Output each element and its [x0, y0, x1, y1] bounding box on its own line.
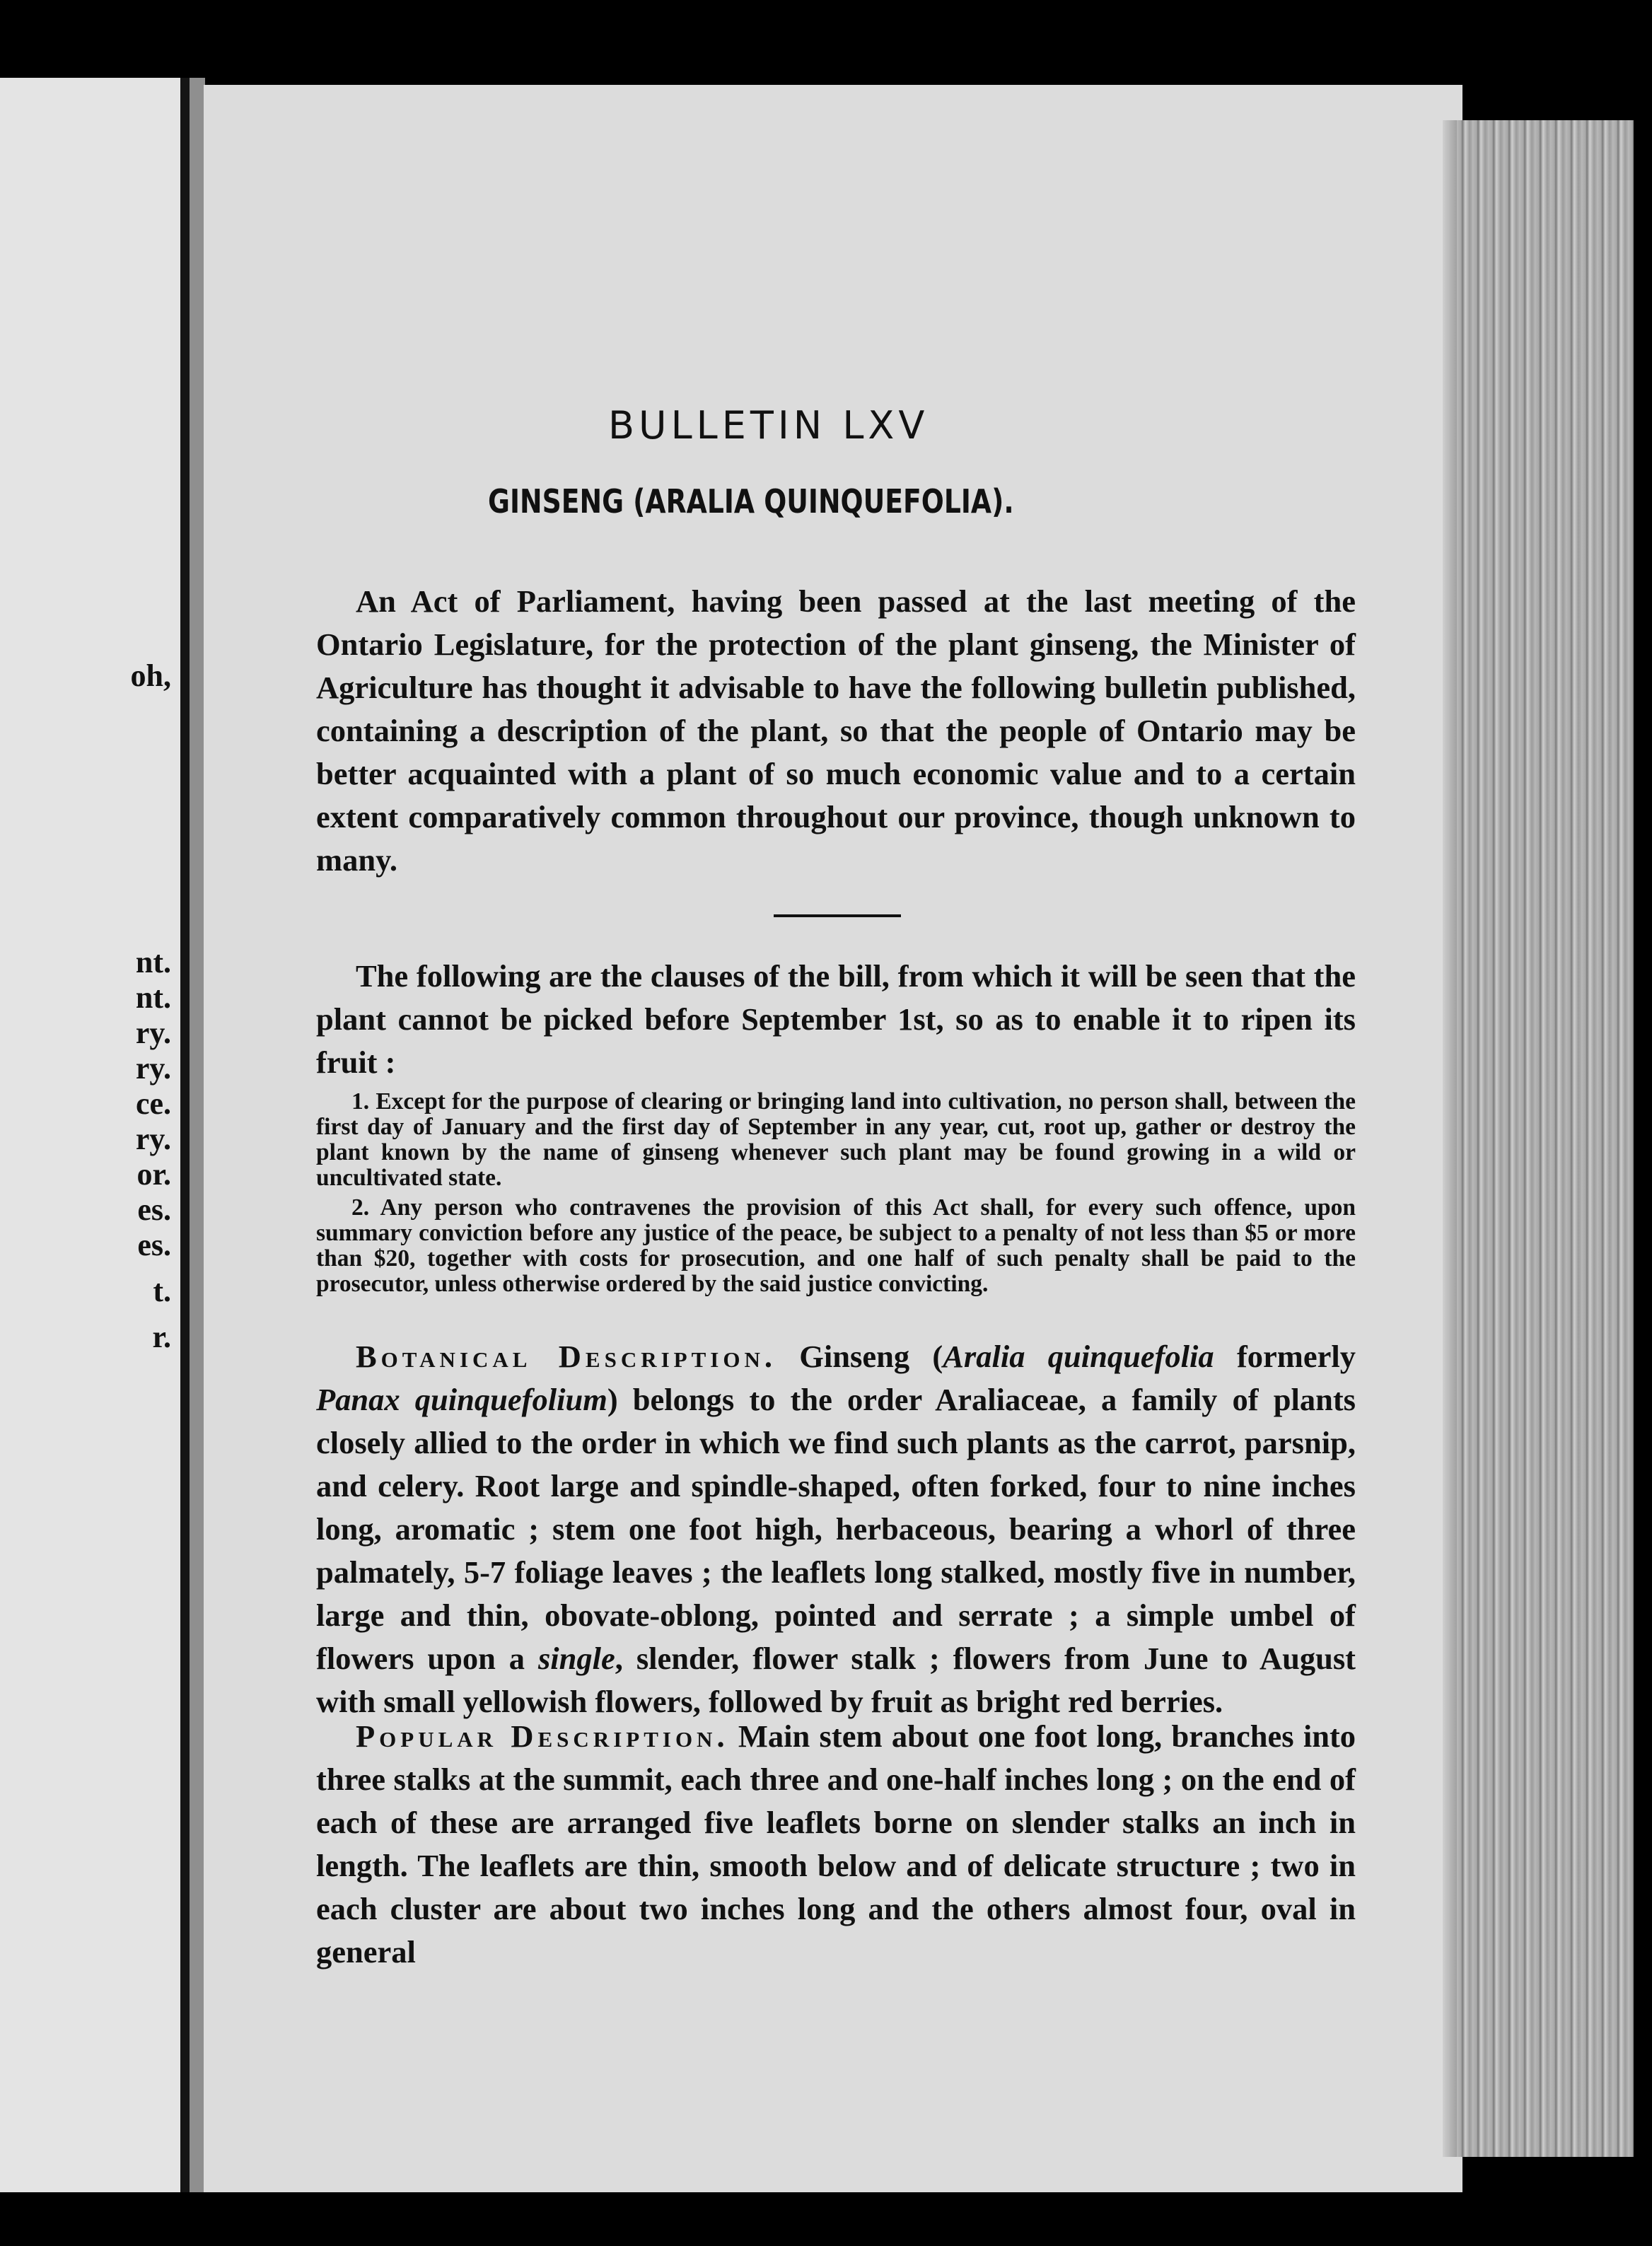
left-fragment: ry.	[135, 1051, 171, 1086]
left-page	[0, 78, 190, 2192]
bulletin-subtitle: GINSENG (ARALIA QUINQUEFOLIA).	[488, 482, 1014, 520]
left-fragment: or.	[136, 1157, 171, 1192]
left-fragment: es.	[137, 1228, 171, 1262]
left-page-fragments	[86, 78, 171, 2192]
clause-1: 1. Except for the purpose of clearing or bringing land into cultivation, no person shall, between the first day of January and the first day of September in any year, cut, root up, gather or destroy the plant known by the name of ginseng whenever such plant may be found growing in a wild or uncultivated state.	[316, 1088, 1356, 1191]
clause-2: 2. Any person who contravenes the provision of this Act shall, for every such offence, upon summary conviction before any justice of the peace, be subject to a penalty of not less than $5 or more than $20, together with costs for prosecution, and one half of such penalty shall be paid to the prosecutor, unless otherwise ordered by the said justice convicting.	[316, 1194, 1356, 1297]
left-fragment: nt.	[135, 980, 171, 1015]
left-page-edge	[180, 78, 190, 2192]
left-fragment: t.	[153, 1274, 171, 1308]
left-fragment: oh,	[130, 658, 171, 693]
intro-paragraph: An Act of Parliament, having been passed at the last meeting of the Ontario Legislature, for the protection of the plant ginseng, the Minister of Agriculture has thought it advisable to have the following bulletin published, containing a description of the plant, so that the people of Ontario may be better acquainted with a plant of so much economic value and to a certain extent comparatively common throughout our province, though unknown to many.	[316, 583, 1356, 878]
clauses-intro: The following are the clauses of the bill, from which it will be seen that the plant cannot be picked before September 1st, so as to enable it to ripen its fruit :	[316, 958, 1356, 1080]
section-divider	[774, 914, 901, 917]
left-fragment: ry.	[135, 1016, 171, 1050]
botanical-heading: Botanical Description.	[356, 1339, 776, 1374]
popular-description: Popular Description. Main stem about one foot long, branches into three stalks at the summit, each three and one-half inches long ; on the end of each of these are arranged five leaflets borne on slender stalks an inch in length. The leaflets are thin, smooth below and of delicate structure ; two in each cluster are about two inches long and the others almost four, oval in general	[316, 1718, 1356, 1969]
book-page-edges	[1457, 120, 1634, 2157]
popular-heading: Popular Description.	[356, 1718, 729, 1754]
left-fragment: es.	[137, 1192, 171, 1227]
book-gutter	[190, 78, 205, 2192]
left-fragment: r.	[152, 1320, 171, 1354]
bulletin-title: BULLETIN LXV	[608, 403, 929, 448]
left-fragment: nt.	[135, 945, 171, 979]
left-fragment: ry.	[135, 1122, 171, 1156]
botanical-description: Botanical Description. Ginseng (Aralia quinquefolia formerly Panax quinquefolium) belongs to the order Araliaceae, a family of plants closely allied to the order in which we find such plants as the carrot, parsnip, and celery. Root large and spindle-shaped, often forked, four to nine inches long, aromatic ; stem one foot high, herbaceous, bearing a whorl of three palmately, 5-7 foliage leaves ; the leaflets long stalked, mostly five in number, large and thin, obovate-oblong, pointed and serrate ; a simple umbel of flowers upon a single, slender, flower stalk ; flowers from June to August with small yellowish flowers, followed by fruit as bright red berries.	[316, 1339, 1356, 1719]
left-fragment: ce.	[135, 1086, 171, 1121]
